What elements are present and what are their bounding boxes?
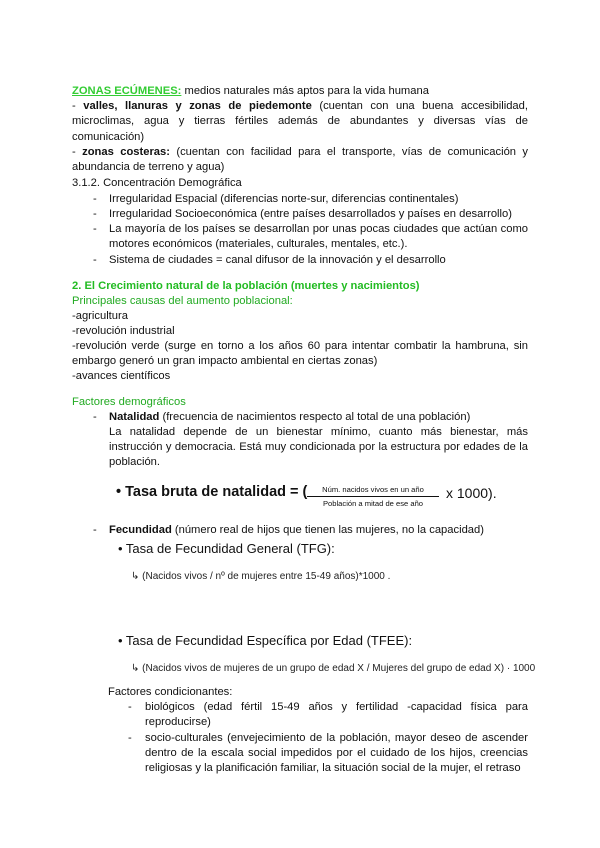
bullet-dash: - bbox=[128, 701, 132, 713]
condicionantes-heading: Factores condicionantes: bbox=[108, 686, 233, 698]
zonas-paragraph bbox=[72, 84, 528, 175]
cause-item: -agricultura bbox=[72, 310, 128, 322]
cause-item: -avances científicos bbox=[72, 370, 171, 382]
cause-item: -revolución industrial bbox=[72, 325, 175, 337]
natalidad-def: (frecuencia de nacimientos respecto al total de una población) bbox=[159, 411, 471, 423]
costeras-bold: zonas costeras: bbox=[82, 145, 170, 158]
dash-marker: - bbox=[72, 100, 84, 113]
natalidad-bold: Natalidad bbox=[109, 411, 160, 423]
valles-text: (cuentan con una buena accesibilidad, microclimas, agua y tierras fértiles además de abundantes y diversas vías de comunicación) bbox=[72, 100, 528, 143]
tfg-formula-line bbox=[131, 571, 390, 582]
natalidad-line bbox=[109, 410, 529, 425]
tfee-label: • Tasa de Fecundidad Específica por Edad (TFEE): bbox=[118, 633, 413, 648]
bullet-dash: - bbox=[93, 193, 97, 205]
bullet-dash: - bbox=[93, 411, 97, 423]
crecimiento-heading: 2. El Crecimiento natural de la población (muertes y nacimientos) bbox=[72, 280, 420, 292]
arrow-icon: ↳ bbox=[131, 571, 140, 582]
factores-heading: Factores demográficos bbox=[72, 396, 186, 408]
tfee-formula-line bbox=[131, 663, 535, 674]
tasa-bruta-end: x 1000). bbox=[446, 485, 497, 501]
zonas-title-rest: medios naturales más aptos para la vida humana bbox=[181, 85, 429, 97]
concentracion-item: Irregularidad Espacial (diferencias norte-sur, diferencias continentales) bbox=[109, 193, 459, 205]
concentracion-item: Irregularidad Socioeconómica (entre países desarrollados y países en desarrollo) bbox=[109, 208, 512, 220]
fraction-line bbox=[307, 496, 439, 497]
valles-bold: valles, llanuras y zonas de piedemonte bbox=[83, 100, 312, 113]
concentracion-heading: 3.1.2. Concentración Demográfica bbox=[72, 177, 242, 189]
concentracion-item: La mayoría de los países se desarrollan por unas pocas ciudades que actúan como motores económicos (materiales, culturales, mentales, etc.). bbox=[109, 223, 528, 251]
costeras-text: (cuentan con facilidad para el transporte, vías de comunicación y abundancia de terreno y agua) bbox=[72, 145, 528, 174]
dash-marker: - bbox=[72, 145, 83, 158]
tfg-formula: (Nacidos vivos / nº de mujeres entre 15-49 años)*1000 . bbox=[142, 571, 391, 582]
condicionante-item: socio-culturales (envejecimiento de la población, mayor deseo de ascender dentro de la escala social impedidos por el cuidado de los hijos, creencias religiosas y la planificación familiar, la situación social de la mujer, el retraso bbox=[145, 732, 528, 775]
zonas-title: ZONAS ECÚMENES: bbox=[72, 85, 182, 97]
tfee-formula: (Nacidos vivos de mujeres de un grupo de edad X / Mujeres del grupo de edad X) · 1000 bbox=[142, 663, 536, 674]
bullet-dash: - bbox=[128, 732, 132, 744]
tasa-bruta-numerator: Núm. nacidos vivos en un año bbox=[322, 485, 424, 494]
bullet-dash: - bbox=[93, 208, 97, 220]
tasa-bruta-denominator: Población a mitad de ese año bbox=[322, 499, 424, 508]
tfg-label: • Tasa de Fecundidad General (TFG): bbox=[118, 541, 335, 556]
natalidad-text: La natalidad depende de un bienestar mínimo, cuanto más bienestar, más instrucción y democracia. Está muy condicionada por la estructura por edades de la población. bbox=[109, 426, 528, 469]
condicionante-item: biológicos (edad fértil 15-49 años y fertilidad -capacidad física para reproducirse) bbox=[145, 701, 528, 729]
fecundidad-bold: Fecundidad bbox=[109, 524, 172, 536]
fecundidad-def: (número real de hijos que tienen las mujeres, no la capacidad) bbox=[171, 524, 484, 536]
arrow-icon: ↳ bbox=[131, 663, 140, 674]
cause-item: -revolución verde (surge en torno a los años 60 para intentar combatir la hambruna, sin embargo generó un gran impacto ambiental en ciertas zonas) bbox=[72, 340, 528, 368]
crecimiento-subheading: Principales causas del aumento poblacional: bbox=[72, 295, 293, 307]
concentracion-item: Sistema de ciudades = canal difusor de la innovación y el desarrollo bbox=[109, 254, 446, 266]
tasa-bruta-label: • Tasa bruta de natalidad = ( bbox=[116, 484, 308, 500]
bullet-dash: - bbox=[93, 254, 97, 266]
bullet-dash: - bbox=[93, 223, 97, 235]
bullet-dash: - bbox=[93, 524, 97, 536]
fecundidad-line bbox=[109, 523, 528, 538]
